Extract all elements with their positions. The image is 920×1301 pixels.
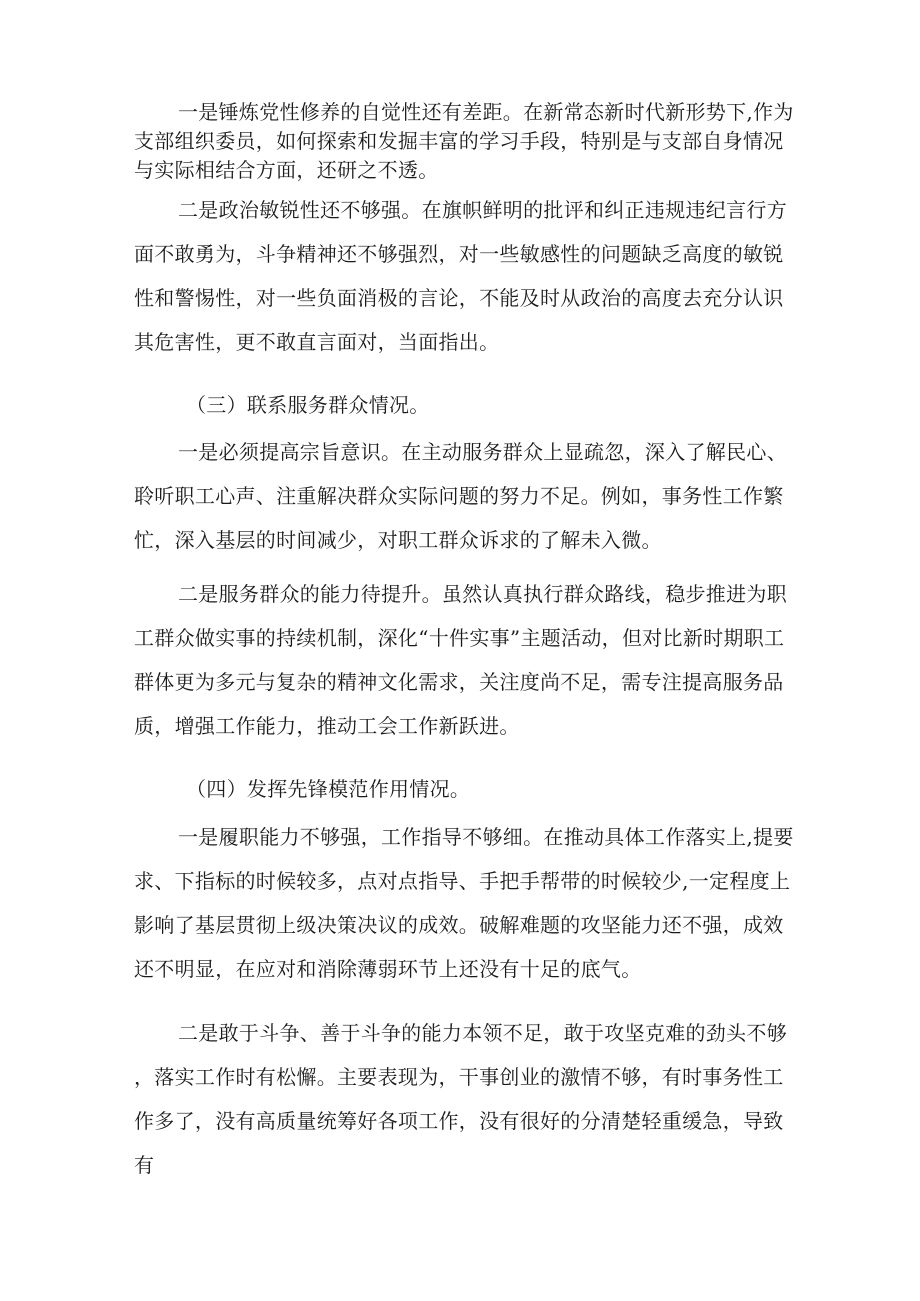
section-heading-vanguard-role: （四）发挥先锋模范作用情况。 [186,777,471,801]
section-heading-serve-masses: （三）联系服务群众情况。 [186,393,430,417]
paragraph-party-spirit: 一是锤炼党性修养的自觉性还有差距。在新常态新时代新形势下,作为支部组织委员，如何探索和发掘丰富的学习手段，特别是与支部自身情况与实际相结合方面，还研之不透。 [134,100,794,182]
paragraph-purpose-awareness: 一是必须提高宗旨意识。在主动服务群众上显疏忽，深入了解民心、聆听职工心声、注重解决群众实际问题的努力不足。例如，事务性工作繁忙，深入基层的时间减少，对职工群众诉求的了解未入微。 [134,440,787,552]
paragraph-duty-performance: 一是履职能力不够强，工作指导不够细。在推动具体工作落实上,提要求、下指标的时候较多，点对点指导、手把手帮带的时候较少,一定程度上影响了基层贯彻上级决策决议的成效。破解难题的攻坚能力还不强，成效还不明显，在应对和消除薄弱环节上还没有十足的底气。 [134,825,794,981]
paragraph-struggle-ability: 二是敢于斗争、善于斗争的能力本领不足，敢于攻坚克难的劲头不够，落实工作时有松懈。主要表现为，干事创业的激情不够，有时事务性工作多了，没有高质量统筹好各项工作，没有很好的分清楚轻重缓急，导致有 [134,1021,787,1177]
paragraph-political-sensitivity: 二是政治敏锐性还不够强。在旗帜鲜明的批评和纠正违规违纪言行方面不敢勇为，斗争精神还不够强烈，对一些敏感性的问题缺乏高度的敏锐性和警惕性，对一些负面消极的言论，不能及时从政治的高度去充分认识其危害性，更不敢直言面对，当面指出。 [134,198,787,354]
paragraph-service-ability: 二是服务群众的能力待提升。虽然认真执行群众路线，稳步推进为职工群众做实事的持续机制，深化“十件实事”主题活动，但对比新时期职工群体更为多元与复杂的精神文化需求，关注度尚不足，需专注提高服务品质，增强工作能力，推动工会工作新跃进。 [134,582,787,738]
